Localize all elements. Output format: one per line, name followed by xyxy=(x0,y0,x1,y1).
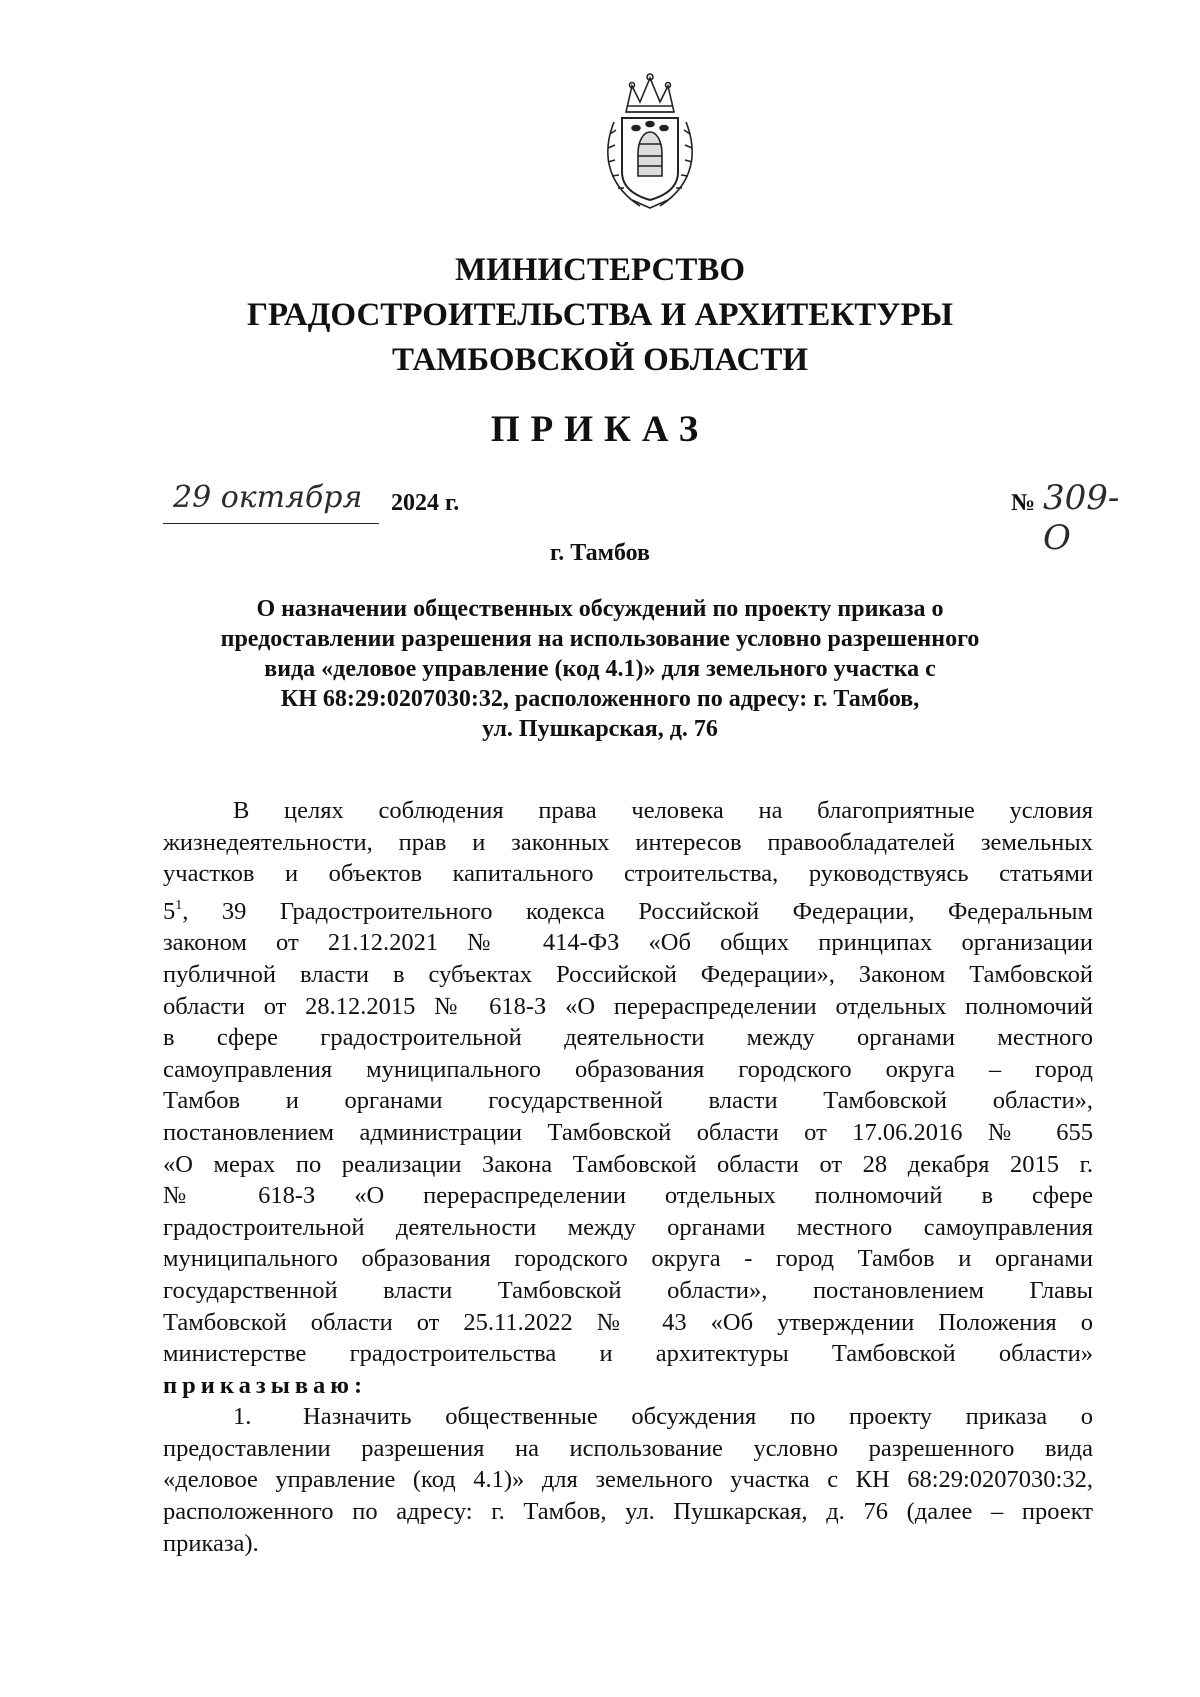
body-line: № 618-З «О перераспределении отдельных полномочий в сфере xyxy=(163,1182,1093,1210)
item-line: расположенного по адресу: г. Тамбов, ул. Пушкарская, д. 76 (далее – проект xyxy=(163,1498,1093,1526)
ministry-title xyxy=(100,248,1100,383)
document-body xyxy=(163,795,1093,1559)
subject-line: КН 68:29:0207030:32, расположенного по адресу: г. Тамбов, xyxy=(280,686,920,712)
item-line: приказа). xyxy=(163,1529,259,1557)
body-line xyxy=(163,890,1093,928)
body-line: градостроительной деятельности между органами местного самоуправления xyxy=(163,1213,1093,1241)
subject-line: вида «деловое управление (код 4.1)» для земельного участка с xyxy=(264,656,936,682)
article-superscript: 1 xyxy=(175,897,183,913)
article-number: 5 xyxy=(163,897,176,925)
body-line: Тамбов и органами государственной власти Тамбовской области», xyxy=(163,1087,1093,1115)
body-line: публичной власти в субъектах Российской Федерации», Законом Тамбовской xyxy=(163,960,1093,988)
body-line: министерстве градостроительства и архитектуры Тамбовской области» xyxy=(163,1340,1093,1368)
ministry-line: ГРАДОСТРОИТЕЛЬСТВА И АРХИТЕКТУРЫ xyxy=(246,297,954,333)
body-line: области от 28.12.2015 № 618-З «О перераспределении отдельных полномочий xyxy=(163,992,1093,1020)
item-number: 1. xyxy=(233,1403,252,1431)
document-type: ПРИКАЗ xyxy=(490,409,710,450)
body-line: жизнедеятельности, прав и законных интересов правообладателей земельных xyxy=(163,828,1093,856)
ministry-line: ТАМБОВСКОЙ ОБЛАСТИ xyxy=(391,342,809,378)
body-line: самоуправления муниципального образования городского округа – город xyxy=(163,1055,1093,1083)
ministry-line: МИНИСТЕРСТВО xyxy=(454,252,746,288)
handwritten-date: 29 октября xyxy=(163,478,379,524)
body-line-text: 39 Градостроительного кодекса Российской Федерации, Федеральным xyxy=(221,897,1094,925)
body-line: «О мерах по реализации Закона Тамбовской области от 28 декабря 2015 г. xyxy=(163,1150,1093,1178)
item-line-text: Назначить общественные обсуждения по проекту приказа о xyxy=(303,1403,1093,1431)
body-line: постановлением администрации Тамбовской области от 17.06.2016 № 655 xyxy=(163,1118,1093,1146)
article-separator: , xyxy=(182,897,189,925)
subject-line: ул. Пушкарская, д. 76 xyxy=(482,716,718,742)
body-line: государственной власти Тамбовской области», постановлением Главы xyxy=(163,1276,1093,1304)
body-line: муниципального образования городского округа - город Тамбов и органами xyxy=(163,1245,1093,1273)
item-line: «деловое управление (код 4.1)» для земельного участка с КН 68:29:0207030:32, xyxy=(163,1466,1093,1494)
item-1-first-line xyxy=(163,1401,1093,1433)
body-line: законом от 21.12.2021 № 414-ФЗ «Об общих принципах организации xyxy=(163,929,1093,957)
number-label: № xyxy=(1011,490,1036,516)
document-subject xyxy=(150,594,1050,744)
article-ref xyxy=(163,898,188,925)
document-year: 2024 г. xyxy=(391,490,460,516)
body-line: участков и объектов капитального строительства, руководствуясь статьями xyxy=(163,860,1093,888)
tambov-coat-of-arms-icon xyxy=(596,72,704,212)
subject-line: предоставлении разрешения на использование условно разрешенного xyxy=(220,626,980,652)
city-name: г. Тамбов xyxy=(550,540,650,566)
subject-line: О назначении общественных обсуждений по проекту приказа о xyxy=(256,596,944,622)
body-line: в сфере градостроительной деятельности между органами местного xyxy=(163,1024,1093,1052)
handwritten-number: 309-О xyxy=(1043,478,1120,558)
body-line: В целях соблюдения права человека на благоприятные условия xyxy=(233,797,1093,824)
decree-word: приказываю: xyxy=(163,1371,368,1399)
item-line: предоставлении разрешения на использование условно разрешенного вида xyxy=(163,1434,1093,1462)
body-line: Тамбовской области от 25.11.2022 № 43 «Об утверждении Положения о xyxy=(163,1308,1093,1336)
